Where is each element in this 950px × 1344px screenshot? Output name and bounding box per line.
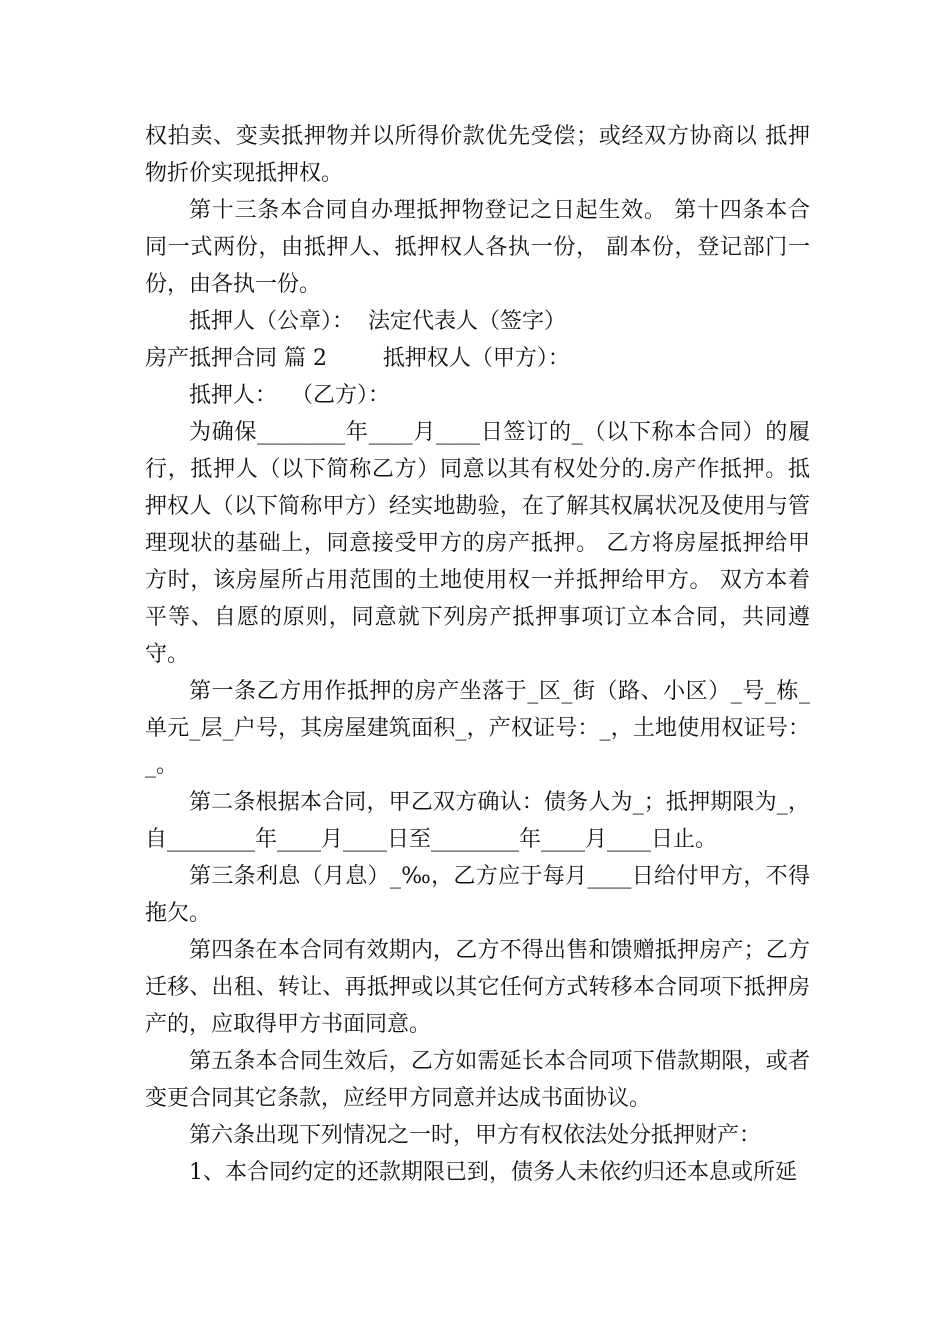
document-body: [145, 118, 810, 1191]
paragraph-9: 第三条利息（月息）_‰，乙方应于每月____日给付甲方，不得拖欠。: [145, 864, 810, 926]
paragraph-3: 抵押人（公章）： 法定代表人（签字）: [189, 309, 566, 334]
paragraph-13: 1、本合同约定的还款期限已到，债务人未依约归还本息或所延: [189, 1160, 797, 1185]
paragraph-2: 第十三条本合同自办理抵押物登记之日起生效。 第十四条本合同一式两份，由抵押人、抵押权人各执一份， 副本份，登记部门一份，由各执一份。: [145, 198, 810, 297]
paragraph-6: 为确保________年____月____日签订的_（以下称本合同）的履行，抵押人（以下简称乙方）同意以其有权处分的.房产作抵押。抵押权人（以下简称甲方）经实地勘验，在了解其权属状况及使用与管理现状的基础上，同意接受甲方的房产抵押。 乙方将房屋抵押给甲方时，该房屋所占用范围的土地使用权一并抵押给甲方。 双方本着平等、自愿的原则，同意就下列房产抵押事项订立本合同，共同遵守。: [145, 420, 810, 667]
paragraph-7: 第一条乙方用作抵押的房产坐落于_区_街（路、小区）_号_栋_单元_层_户号，其房屋建筑面积_，产权证号：_，土地使用权证号：_。: [145, 679, 810, 778]
paragraph-10: 第四条在本合同有效期内，乙方不得出售和馈赠抵押房产；乙方迁移、出租、转让、再抵押或以其它任何方式转移本合同项下抵押房产的，应取得甲方书面同意。: [145, 938, 810, 1037]
paragraph-5: 抵押人： （乙方）：: [189, 383, 390, 408]
paragraph-11: 第五条本合同生效后，乙方如需延长本合同项下借款期限，或者变更合同其它条款，应经甲方同意并达成书面协议。: [145, 1049, 810, 1111]
paragraph-4: 房产抵押合同 篇 2 抵押权人（甲方）：: [145, 346, 570, 371]
paragraph-8: 第二条根据本合同，甲乙双方确认：债务人为_；抵押期限为_，自________年____月____日至________年____月____日止。: [145, 790, 810, 852]
paragraph-1: 权拍卖、变卖抵押物并以所得价款优先受偿；或经双方协商以 抵押物折价实现抵押权。: [145, 124, 810, 186]
paragraph-12: 第六条出现下列情况之一时，甲方有权依法处分抵押财产：: [189, 1123, 762, 1148]
